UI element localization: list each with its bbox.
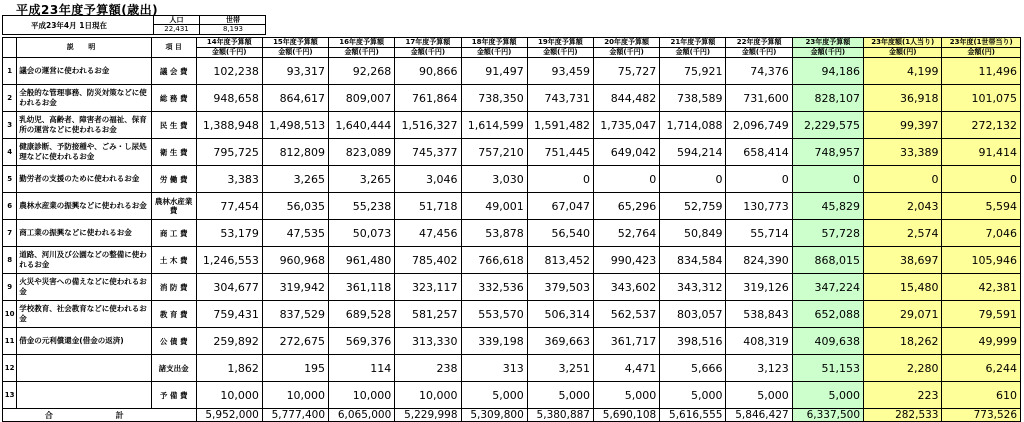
row-value: 361,717 bbox=[594, 328, 660, 355]
table-header bbox=[3, 38, 1021, 58]
row-value: 77,454 bbox=[196, 193, 262, 220]
row-value: 0 bbox=[792, 166, 863, 193]
row-value: 272,675 bbox=[262, 328, 328, 355]
row-number: 3 bbox=[3, 112, 17, 139]
row-value: 74,376 bbox=[726, 58, 792, 85]
row-number: 13 bbox=[3, 382, 17, 409]
households-label: 世帯 bbox=[200, 16, 266, 25]
header-no bbox=[3, 38, 17, 58]
row-value: 1,388,948 bbox=[196, 112, 262, 139]
population-label: 人口 bbox=[154, 16, 199, 25]
row-value: 948,658 bbox=[196, 85, 262, 112]
row-value: 259,892 bbox=[196, 328, 262, 355]
row-value: 332,536 bbox=[461, 274, 527, 301]
header-year-16: 16年度予算額 金額(千円) bbox=[329, 38, 395, 58]
total-row bbox=[3, 409, 1021, 422]
row-value: 56,540 bbox=[527, 220, 593, 247]
total-value: 5,846,427 bbox=[726, 409, 792, 422]
row-value: 130,773 bbox=[726, 193, 792, 220]
row-value: 745,377 bbox=[395, 139, 461, 166]
row-value: 47,456 bbox=[395, 220, 461, 247]
row-value: 824,390 bbox=[726, 247, 792, 274]
row-value: 837,529 bbox=[262, 301, 328, 328]
row-value: 49,001 bbox=[461, 193, 527, 220]
header-year-21: 21年度予算額 金額(千円) bbox=[660, 38, 726, 58]
row-value: 731,600 bbox=[726, 85, 792, 112]
row-number: 9 bbox=[3, 274, 17, 301]
row-value: 1,516,327 bbox=[395, 112, 461, 139]
row-value: 990,423 bbox=[594, 247, 660, 274]
row-value: 361,118 bbox=[329, 274, 395, 301]
table-row bbox=[3, 112, 1021, 139]
row-value: 55,238 bbox=[329, 193, 395, 220]
total-per-household: 773,526 bbox=[942, 409, 1021, 422]
row-description: 全般的な管理事務、防災対策などに使われるお金 bbox=[17, 85, 152, 112]
row-value: 689,528 bbox=[329, 301, 395, 328]
total-value: 5,309,800 bbox=[461, 409, 527, 422]
row-value: 343,602 bbox=[594, 274, 660, 301]
row-value: 67,047 bbox=[527, 193, 593, 220]
table-row bbox=[3, 355, 1021, 382]
row-per-person: 99,397 bbox=[864, 112, 942, 139]
row-value: 409,638 bbox=[792, 328, 863, 355]
total-value: 5,690,108 bbox=[594, 409, 660, 422]
row-value: 347,224 bbox=[792, 274, 863, 301]
table-row bbox=[3, 247, 1021, 274]
row-value: 5,000 bbox=[594, 382, 660, 409]
row-description: 火災や災害への備えなどに使われるお金 bbox=[17, 274, 152, 301]
row-per-household: 49,999 bbox=[942, 328, 1021, 355]
table-row bbox=[3, 58, 1021, 85]
row-value: 52,759 bbox=[660, 193, 726, 220]
row-value: 50,073 bbox=[329, 220, 395, 247]
row-value: 313 bbox=[461, 355, 527, 382]
row-value: 581,257 bbox=[395, 301, 461, 328]
row-category: 衛 生 費 bbox=[151, 139, 196, 166]
header-year-18: 18年度予算額 金額(千円) bbox=[461, 38, 527, 58]
info-box bbox=[2, 15, 266, 35]
row-number: 10 bbox=[3, 301, 17, 328]
row-value: 1,614,599 bbox=[461, 112, 527, 139]
total-label: 合 計 bbox=[3, 409, 197, 422]
header-year-14: 14年度予算額 金額(千円) bbox=[196, 38, 262, 58]
row-per-person: 4,199 bbox=[864, 58, 942, 85]
row-value: 51,153 bbox=[792, 355, 863, 382]
total-value: 5,616,555 bbox=[660, 409, 726, 422]
row-number: 1 bbox=[3, 58, 17, 85]
row-value: 2,096,749 bbox=[726, 112, 792, 139]
row-per-household: 101,075 bbox=[942, 85, 1021, 112]
row-value: 1,498,513 bbox=[262, 112, 328, 139]
header-description: 説 明 bbox=[17, 38, 152, 58]
page-title: 平成23年度予算額(歳出) bbox=[16, 3, 159, 17]
row-value: 10,000 bbox=[329, 382, 395, 409]
row-value: 304,677 bbox=[196, 274, 262, 301]
row-value: 75,921 bbox=[660, 58, 726, 85]
row-value: 766,618 bbox=[461, 247, 527, 274]
row-category: 諸支出金 bbox=[151, 355, 196, 382]
row-category: 商 工 費 bbox=[151, 220, 196, 247]
row-category: 総 務 費 bbox=[151, 85, 196, 112]
row-value: 343,312 bbox=[660, 274, 726, 301]
row-per-household: 7,046 bbox=[942, 220, 1021, 247]
row-value: 748,957 bbox=[792, 139, 863, 166]
row-value: 0 bbox=[726, 166, 792, 193]
row-value: 3,383 bbox=[196, 166, 262, 193]
row-per-person: 2,574 bbox=[864, 220, 942, 247]
table-row bbox=[3, 220, 1021, 247]
row-per-household: 0 bbox=[942, 166, 1021, 193]
row-category: 農林水産業費 bbox=[151, 193, 196, 220]
row-value: 5,000 bbox=[792, 382, 863, 409]
row-value: 5,000 bbox=[527, 382, 593, 409]
row-description: 商工業の振興などに使われるお金 bbox=[17, 220, 152, 247]
table-row bbox=[3, 85, 1021, 112]
row-number: 11 bbox=[3, 328, 17, 355]
row-value: 0 bbox=[660, 166, 726, 193]
row-value: 408,319 bbox=[726, 328, 792, 355]
budget-table bbox=[2, 37, 1021, 422]
row-value: 114 bbox=[329, 355, 395, 382]
row-number: 4 bbox=[3, 139, 17, 166]
row-per-person: 29,071 bbox=[864, 301, 942, 328]
row-per-household: 79,591 bbox=[942, 301, 1021, 328]
row-value: 56,035 bbox=[262, 193, 328, 220]
row-value: 379,503 bbox=[527, 274, 593, 301]
row-per-person: 33,389 bbox=[864, 139, 942, 166]
row-description bbox=[17, 382, 152, 409]
as-of-date: 平成23年4月 1日現在 bbox=[31, 21, 107, 30]
row-per-household: 105,946 bbox=[942, 247, 1021, 274]
row-value: 57,728 bbox=[792, 220, 863, 247]
row-value: 652,088 bbox=[792, 301, 863, 328]
total-value: 6,337,500 bbox=[792, 409, 863, 422]
total-value: 5,380,887 bbox=[527, 409, 593, 422]
row-value: 5,000 bbox=[726, 382, 792, 409]
header-per-person: 23年度額(1人当り) 金額(円) bbox=[864, 38, 942, 58]
row-value: 93,317 bbox=[262, 58, 328, 85]
row-value: 50,849 bbox=[660, 220, 726, 247]
row-value: 569,376 bbox=[329, 328, 395, 355]
row-value: 398,516 bbox=[660, 328, 726, 355]
row-category: 公 債 費 bbox=[151, 328, 196, 355]
row-value: 102,238 bbox=[196, 58, 262, 85]
row-value: 562,537 bbox=[594, 301, 660, 328]
row-value: 2,229,575 bbox=[792, 112, 863, 139]
row-value: 658,414 bbox=[726, 139, 792, 166]
population-value: 22,431 bbox=[164, 25, 189, 33]
row-value: 738,350 bbox=[461, 85, 527, 112]
row-value: 323,117 bbox=[395, 274, 461, 301]
row-value: 53,878 bbox=[461, 220, 527, 247]
row-value: 868,015 bbox=[792, 247, 863, 274]
row-value: 75,727 bbox=[594, 58, 660, 85]
header-year-19: 19年度予算額 金額(千円) bbox=[527, 38, 593, 58]
row-value: 319,942 bbox=[262, 274, 328, 301]
row-description: 農林水産業の振興などに使われるお金 bbox=[17, 193, 152, 220]
row-description: 借金の元利償還金(借金の返済) bbox=[17, 328, 152, 355]
row-description: 学校教育、社会教育などに使われるお金 bbox=[17, 301, 152, 328]
row-value: 1,640,444 bbox=[329, 112, 395, 139]
row-value: 813,452 bbox=[527, 247, 593, 274]
row-value: 785,402 bbox=[395, 247, 461, 274]
row-value: 339,198 bbox=[461, 328, 527, 355]
row-value: 4,471 bbox=[594, 355, 660, 382]
row-number: 2 bbox=[3, 85, 17, 112]
row-number: 7 bbox=[3, 220, 17, 247]
row-value: 751,445 bbox=[527, 139, 593, 166]
total-value: 5,777,400 bbox=[262, 409, 328, 422]
table-body bbox=[3, 58, 1021, 409]
table-row bbox=[3, 382, 1021, 409]
row-value: 1,714,088 bbox=[660, 112, 726, 139]
row-value: 52,764 bbox=[594, 220, 660, 247]
row-value: 757,210 bbox=[461, 139, 527, 166]
row-category: 民 生 費 bbox=[151, 112, 196, 139]
header-year-15: 15年度予算額 金額(千円) bbox=[262, 38, 328, 58]
row-value: 538,843 bbox=[726, 301, 792, 328]
row-value: 0 bbox=[527, 166, 593, 193]
row-value: 809,007 bbox=[329, 85, 395, 112]
row-value: 506,314 bbox=[527, 301, 593, 328]
row-description: 勤労者の支援のために使われるお金 bbox=[17, 166, 152, 193]
row-value: 90,866 bbox=[395, 58, 461, 85]
row-category: 土 木 費 bbox=[151, 247, 196, 274]
row-value: 553,570 bbox=[461, 301, 527, 328]
households-value: 8,193 bbox=[222, 25, 244, 33]
row-value: 65,296 bbox=[594, 193, 660, 220]
row-value: 3,030 bbox=[461, 166, 527, 193]
header-year-20: 20年度予算額 金額(千円) bbox=[594, 38, 660, 58]
row-value: 5,000 bbox=[660, 382, 726, 409]
row-per-person: 2,043 bbox=[864, 193, 942, 220]
population-cell bbox=[153, 16, 199, 34]
row-value: 93,459 bbox=[527, 58, 593, 85]
row-value: 238 bbox=[395, 355, 461, 382]
row-value: 94,186 bbox=[792, 58, 863, 85]
row-value: 10,000 bbox=[395, 382, 461, 409]
row-category: 予 備 費 bbox=[151, 382, 196, 409]
table-row bbox=[3, 193, 1021, 220]
row-description: 議会の運営に使われるお金 bbox=[17, 58, 152, 85]
row-description: 道路、河川及び公園などの整備に使われるお金 bbox=[17, 247, 152, 274]
header-per-household: 23年度(1世帯当り) 金額(円) bbox=[942, 38, 1021, 58]
row-per-household: 6,244 bbox=[942, 355, 1021, 382]
row-per-person: 38,697 bbox=[864, 247, 942, 274]
row-value: 3,265 bbox=[262, 166, 328, 193]
row-description bbox=[17, 355, 152, 382]
row-value: 844,482 bbox=[594, 85, 660, 112]
row-value: 0 bbox=[594, 166, 660, 193]
row-value: 10,000 bbox=[262, 382, 328, 409]
row-value: 92,268 bbox=[329, 58, 395, 85]
row-per-household: 5,594 bbox=[942, 193, 1021, 220]
row-per-person: 0 bbox=[864, 166, 942, 193]
row-number: 12 bbox=[3, 355, 17, 382]
header-year-22: 22年度予算額 金額(千円) bbox=[726, 38, 792, 58]
row-value: 10,000 bbox=[196, 382, 262, 409]
row-value: 3,046 bbox=[395, 166, 461, 193]
row-value: 1,735,047 bbox=[594, 112, 660, 139]
row-value: 55,714 bbox=[726, 220, 792, 247]
row-value: 53,179 bbox=[196, 220, 262, 247]
row-value: 5,666 bbox=[660, 355, 726, 382]
row-value: 834,584 bbox=[660, 247, 726, 274]
row-value: 738,589 bbox=[660, 85, 726, 112]
row-value: 864,617 bbox=[262, 85, 328, 112]
row-per-person: 18,262 bbox=[864, 328, 942, 355]
row-value: 3,123 bbox=[726, 355, 792, 382]
total-value: 5,952,000 bbox=[196, 409, 262, 422]
row-value: 3,265 bbox=[329, 166, 395, 193]
row-value: 1,862 bbox=[196, 355, 262, 382]
table-row bbox=[3, 139, 1021, 166]
row-value: 649,042 bbox=[594, 139, 660, 166]
row-value: 369,663 bbox=[527, 328, 593, 355]
row-per-household: 11,496 bbox=[942, 58, 1021, 85]
header-year-17: 17年度予算額 金額(千円) bbox=[395, 38, 461, 58]
total-value: 6,065,000 bbox=[329, 409, 395, 422]
row-value: 795,725 bbox=[196, 139, 262, 166]
row-per-household: 610 bbox=[942, 382, 1021, 409]
table-row bbox=[3, 301, 1021, 328]
row-value: 828,107 bbox=[792, 85, 863, 112]
row-value: 960,968 bbox=[262, 247, 328, 274]
row-category: 消 防 費 bbox=[151, 274, 196, 301]
row-value: 594,214 bbox=[660, 139, 726, 166]
row-value: 51,718 bbox=[395, 193, 461, 220]
row-per-household: 42,381 bbox=[942, 274, 1021, 301]
row-value: 812,809 bbox=[262, 139, 328, 166]
table-row bbox=[3, 274, 1021, 301]
row-per-household: 91,414 bbox=[942, 139, 1021, 166]
row-category: 労 働 費 bbox=[151, 166, 196, 193]
row-value: 759,431 bbox=[196, 301, 262, 328]
total-value: 5,229,998 bbox=[395, 409, 461, 422]
row-description: 健康診断、予防接種や、ごみ・し尿処理などに使われるお金 bbox=[17, 139, 152, 166]
row-value: 313,330 bbox=[395, 328, 461, 355]
row-description: 乳幼児、高齢者、障害者の福祉、保育所の運営などに使われるお金 bbox=[17, 112, 152, 139]
row-value: 803,057 bbox=[660, 301, 726, 328]
row-category: 教 育 費 bbox=[151, 301, 196, 328]
row-value: 743,731 bbox=[527, 85, 593, 112]
row-value: 1,246,553 bbox=[196, 247, 262, 274]
row-value: 1,591,482 bbox=[527, 112, 593, 139]
households-cell bbox=[199, 16, 266, 34]
row-number: 6 bbox=[3, 193, 17, 220]
row-value: 47,535 bbox=[262, 220, 328, 247]
row-value: 91,497 bbox=[461, 58, 527, 85]
row-value: 823,089 bbox=[329, 139, 395, 166]
row-per-person: 2,280 bbox=[864, 355, 942, 382]
row-value: 45,829 bbox=[792, 193, 863, 220]
row-per-household: 272,132 bbox=[942, 112, 1021, 139]
row-category: 議 会 費 bbox=[151, 58, 196, 85]
header-year-23: 23年度予算額 金額(千円) bbox=[792, 38, 863, 58]
row-number: 8 bbox=[3, 247, 17, 274]
row-value: 961,480 bbox=[329, 247, 395, 274]
header-category: 項 目 bbox=[151, 38, 196, 58]
row-value: 319,126 bbox=[726, 274, 792, 301]
row-per-person: 36,918 bbox=[864, 85, 942, 112]
row-per-person: 223 bbox=[864, 382, 942, 409]
row-value: 761,864 bbox=[395, 85, 461, 112]
row-value: 3,251 bbox=[527, 355, 593, 382]
row-per-person: 15,480 bbox=[864, 274, 942, 301]
table-row bbox=[3, 328, 1021, 355]
row-value: 195 bbox=[262, 355, 328, 382]
row-value: 5,000 bbox=[461, 382, 527, 409]
row-number: 5 bbox=[3, 166, 17, 193]
total-per-person: 282,533 bbox=[864, 409, 942, 422]
table-row bbox=[3, 166, 1021, 193]
